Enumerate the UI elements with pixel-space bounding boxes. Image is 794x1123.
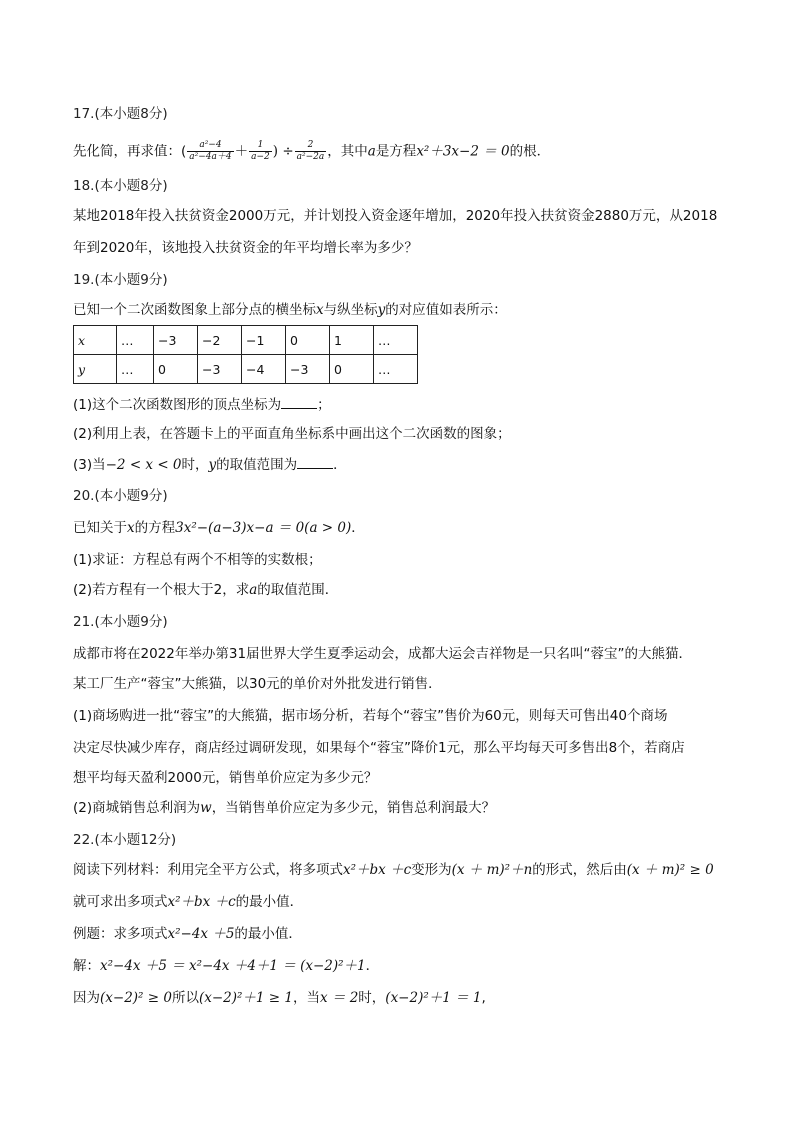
q22-sol-a: 解：: [73, 958, 100, 974]
answer-blank: [281, 394, 317, 409]
q20-intro-b: 的方程: [134, 520, 176, 536]
q22-l1-form: (x ＋ m)²＋n: [451, 862, 533, 878]
q17-var-a: a: [367, 143, 376, 160]
q19-p3-y: y: [208, 457, 217, 473]
answer-blank: [297, 454, 333, 469]
q18-header: 18.(本小题8分): [73, 178, 168, 194]
q22-because-e4: (x−2)²＋1 ＝ 1: [385, 990, 482, 1006]
q19-header: 19.(本小题9分): [73, 272, 168, 288]
q21-line-2: 某工厂生产“蓉宝”大熊猫，以30元的单价对外批发进行销售．: [73, 676, 442, 692]
q19-part-2: (2)利用上表，在答题卡上的平面直角坐标系中画出这个二次函数的图象；: [73, 426, 511, 442]
q22-l2-expr: x²＋bx ＋c: [167, 894, 236, 910]
q17-fraction-3: [295, 140, 327, 163]
q19-p3-b: 时，: [181, 457, 209, 473]
q19-part-3: [73, 454, 347, 475]
q18-line-1: 某地2018年投入扶贫资金2000万元，并计划投入资金逐年增加，2020年投入扶贫资金2880万元，从2018: [73, 208, 718, 224]
q22-l1-c: 的形式，然后由: [532, 862, 627, 878]
q20-p2-var: a: [249, 582, 258, 598]
q22-because-c: ，当: [293, 990, 320, 1006]
q17-f3-den: a²−2a: [296, 152, 325, 162]
table-cell: −1: [242, 326, 286, 355]
q22-l1-ineq: (x ＋ m)² ≥ 0: [626, 862, 714, 878]
table-cell: …: [374, 355, 418, 384]
q17-f2-den: a−2: [251, 152, 270, 162]
table-cell: 0: [154, 355, 198, 384]
q22-l1-a: 阅读下列材料：利用完全平方公式，将多项式: [73, 862, 343, 878]
table-cell: −3: [154, 326, 198, 355]
q21-line-5: 想平均每天盈利2000元，销售单价应定为多少元？: [73, 770, 378, 786]
q17-mid: ，其中: [327, 143, 368, 160]
q22-l1-b: 变形为: [411, 862, 452, 878]
q20-intro-a: 已知关于: [73, 520, 127, 536]
q20-intro-end: ．: [351, 520, 365, 536]
q20-intro: [73, 518, 365, 538]
q19-p3-end: ．: [333, 457, 347, 473]
q22-sol-end: ．: [365, 958, 380, 974]
q21-line6-b: ，当销售单价应定为多少元，销售总利润最大？: [211, 800, 496, 816]
q22-l1-expr: x²＋bx ＋c: [343, 862, 412, 878]
q17-f3-num: 2: [295, 140, 327, 152]
q17-f1-den: a²−4a＋4: [189, 152, 232, 162]
q19-value-table: [73, 325, 418, 384]
table-cell: 0: [286, 326, 330, 355]
q19-p1-text: (1)这个二次函数图形的顶点坐标为: [73, 397, 282, 413]
q20-intro-x: x: [127, 520, 135, 536]
q17-fraction-2: [249, 140, 272, 163]
q22-l2-a: 就可求出多项式: [73, 894, 168, 910]
q22-solution: [73, 956, 379, 976]
table-cell: y: [74, 355, 117, 384]
table-cell: −3: [198, 355, 242, 384]
q19-intro-x: x: [316, 302, 324, 318]
q19-intro: [73, 300, 507, 320]
table-row-y: [74, 355, 418, 384]
q17-plus: ＋: [234, 143, 249, 160]
q22-because: [73, 988, 486, 1008]
q17-div: ) ÷: [272, 143, 294, 160]
q19-intro-a: 已知一个二次函数图象上部分点的横坐标: [73, 302, 316, 318]
q22-because-end: ,: [481, 990, 486, 1006]
q17-prefix: 先化简，再求值：(: [73, 143, 187, 160]
table-cell: 1: [330, 326, 374, 355]
q19-p3-c: 的取值范围为: [216, 457, 298, 473]
q22-header: 22.(本小题12分): [73, 832, 177, 848]
q20-part-1: (1)求证：方程总有两个不相等的实数根；: [73, 552, 322, 568]
q19-intro-c: 的对应值如表所示：: [385, 302, 507, 318]
table-cell: −2: [198, 326, 242, 355]
q21-line-1: 成都市将在2022年举办第31届世界大学生夏季运动会，成都大运会吉祥物是一只名叫“蓉宝”的大熊猫．: [73, 646, 693, 662]
q19-part-1: [73, 394, 331, 415]
q22-ex-b: 的最小值．: [234, 926, 302, 942]
q20-header: 20.(本小题9分): [73, 488, 168, 504]
q22-because-d: 时，: [358, 990, 386, 1006]
table-cell: −3: [286, 355, 330, 384]
q19-p3-a: (3)当: [73, 457, 106, 473]
q22-because-e3: x ＝ 2: [320, 990, 359, 1006]
q21-line-4: 决定尽快减少库存，商店经过调研发现，如果每个“蓉宝”降价1元，那么平均每天可多售出8个，若商店: [73, 740, 685, 756]
q21-line6-w: w: [200, 800, 212, 816]
q22-ex-a: 例题：求多项式: [73, 926, 168, 942]
q19-p3-cond: −2 < x < 0: [105, 457, 182, 473]
q22-example: [73, 924, 302, 944]
q22-because-e1: (x−2)² ≥ 0: [100, 990, 172, 1006]
q21-line-6: [73, 798, 495, 818]
table-row-x: [74, 326, 418, 355]
q22-because-e2: (x−2)²＋1 ≥ 1: [198, 990, 293, 1006]
q19-intro-b: 与纵坐标: [323, 302, 378, 318]
q20-p2-b: 的取值范围．: [257, 582, 339, 598]
q17-header: 17.(本小题8分): [73, 106, 168, 122]
q20-equation: 3x²−(a−3)x−a ＝ 0(a > 0): [175, 520, 352, 536]
q17-f1-num: a²−4: [187, 140, 233, 152]
q22-because-b: 所以: [171, 990, 199, 1006]
table-cell: −4: [242, 355, 286, 384]
table-cell: 0: [330, 355, 374, 384]
table-cell: …: [117, 355, 154, 384]
q22-because-a: 因为: [73, 990, 100, 1006]
q22-ex-expr: x²−4x ＋5: [167, 926, 235, 942]
q17-equation: x²＋3x−2 ＝ 0: [416, 143, 510, 160]
q22-l2-b: 的最小值．: [235, 894, 304, 910]
q17-body: [73, 140, 550, 163]
q17-mid2: 是方程: [375, 143, 417, 160]
q20-part-2: [73, 580, 338, 600]
q19-intro-y: y: [377, 302, 386, 318]
q22-sol-expr: x²−4x ＋5 ＝ x²−4x ＋4＋1 ＝ (x−2)²＋1: [100, 958, 366, 974]
q22-line-1: [73, 860, 714, 880]
q17-f2-num: 1: [249, 140, 272, 152]
table-cell: …: [374, 326, 418, 355]
q21-line-3: (1)商场购进一批“蓉宝”的大熊猫，据市场分析，若每个“蓉宝”售价为60元，则每天可售出40个商场: [73, 708, 668, 724]
q22-line-2: [73, 892, 303, 912]
q18-line-2: 年到2020年，该地投入扶贫资金的年平均增长率为多少？: [73, 240, 418, 256]
q17-suffix: 的根．: [509, 143, 551, 160]
table-cell: x: [74, 326, 117, 355]
table-cell: …: [117, 326, 154, 355]
q20-p2-a: (2)若方程有一个根大于2，求: [73, 582, 250, 598]
q21-header: 21.(本小题9分): [73, 614, 168, 630]
q21-line6-a: (2)商城销售总利润为: [73, 800, 201, 816]
q19-p1-end: ；: [317, 397, 331, 413]
q17-fraction-1: [187, 140, 233, 163]
